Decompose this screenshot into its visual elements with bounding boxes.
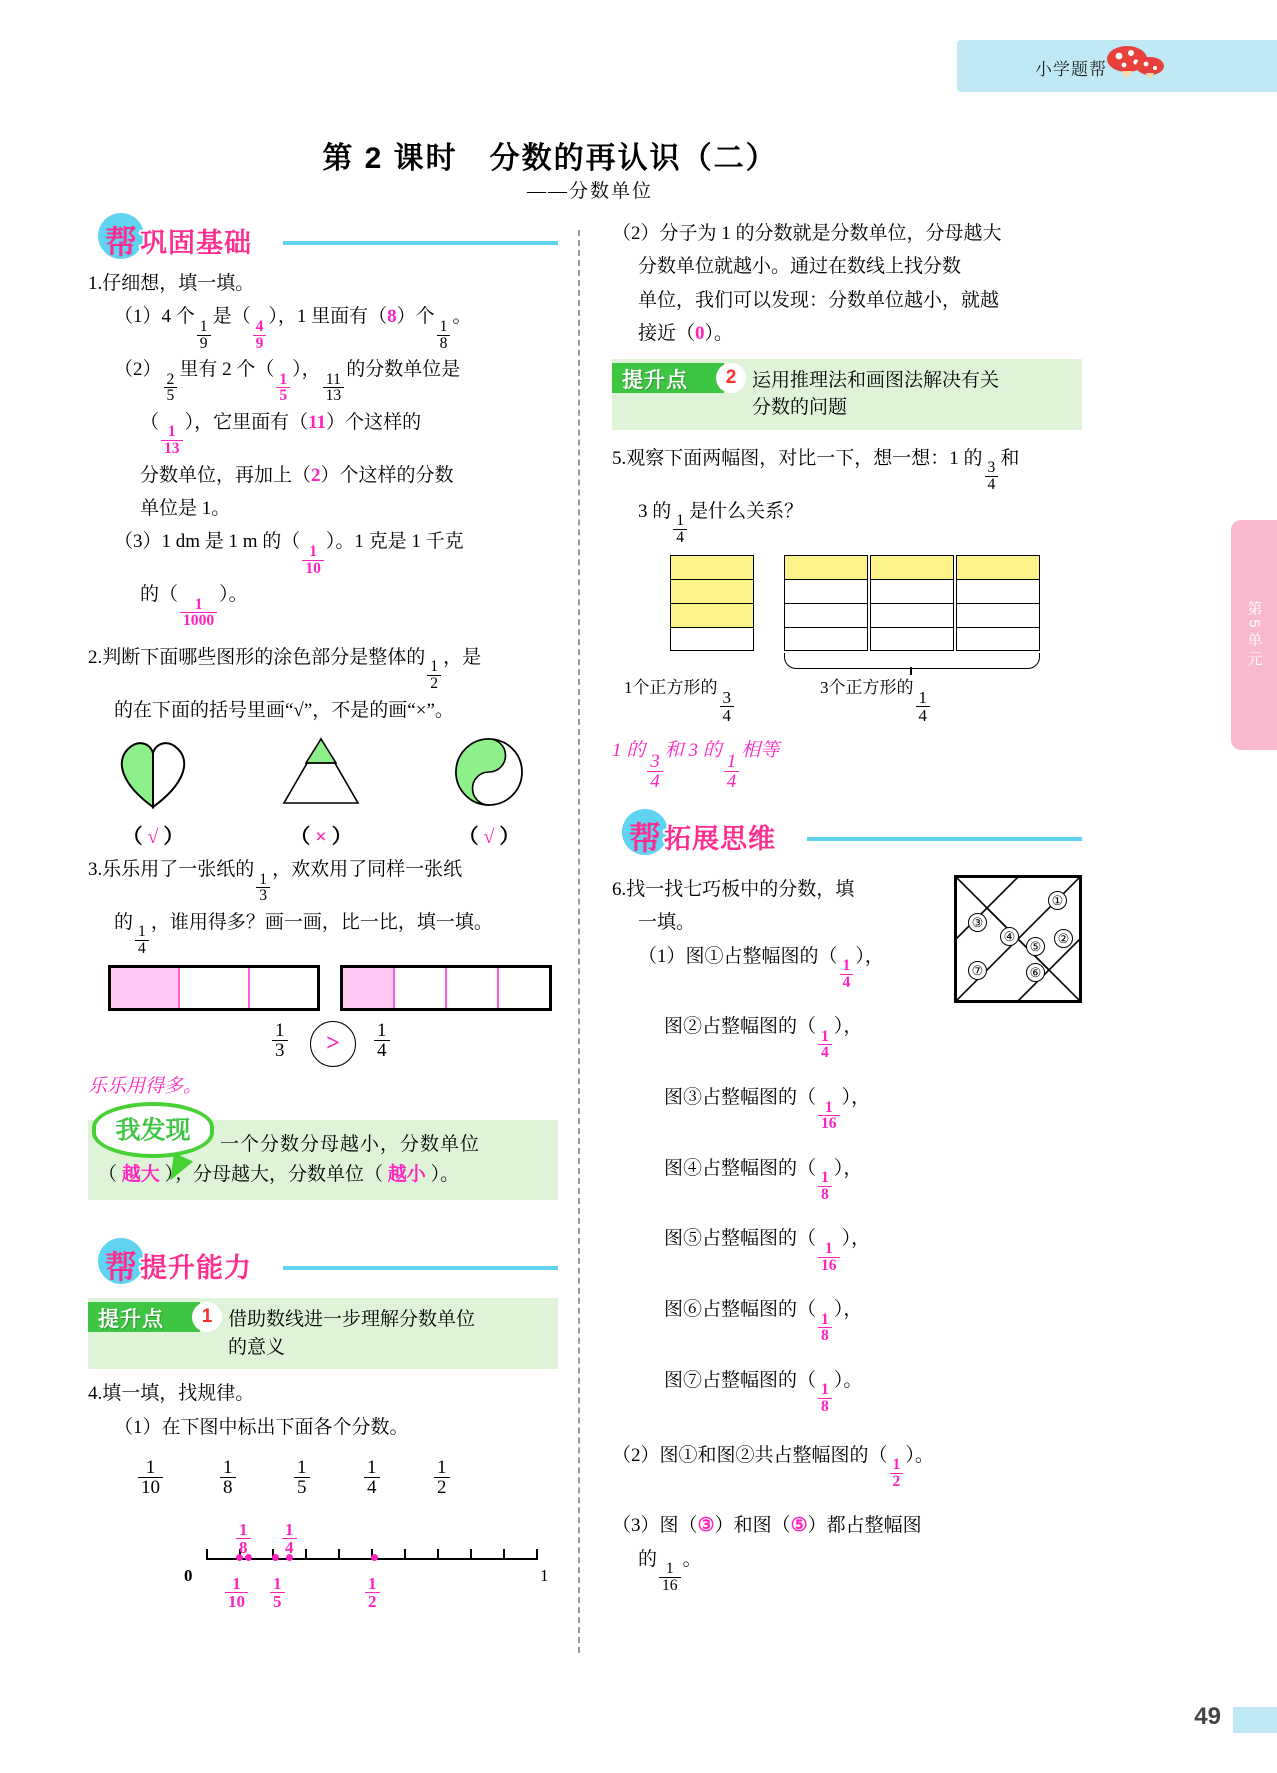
- discovery-answer-1[interactable]: 越大: [121, 1163, 160, 1185]
- square-row: [957, 628, 1039, 652]
- square-row: [785, 604, 867, 628]
- q2-fraction: $\frac{1}{2}$: [427, 659, 441, 691]
- q6-item-label: 图②占整幅图的（: [664, 1016, 817, 1038]
- q4-label-frac-5: [432, 1446, 452, 1496]
- q1-p2-answer-4[interactable]: 2: [311, 464, 321, 486]
- q2-mark-2[interactable]: [266, 820, 376, 849]
- square-row: [671, 580, 753, 604]
- q5-group-brace: [784, 653, 1040, 669]
- q6-sub3-fraction: $\frac{1}{16}$: [659, 1561, 681, 1593]
- brand-label: 小学题帮: [1035, 60, 1107, 79]
- tangram-number-6: ⑥: [1026, 963, 1045, 982]
- q6-sub2-tail: ）。: [905, 1444, 934, 1466]
- tip-number-2: 2: [716, 363, 746, 393]
- q1-part3-line1: [88, 527, 558, 576]
- page-title: 第 2 课时 分数的再认识（二）: [322, 142, 778, 175]
- q2-mark-1[interactable]: [98, 820, 208, 849]
- q1-p2-text-b: 里有 2 个（: [179, 359, 275, 381]
- section-header-basics: [88, 215, 558, 263]
- discovery-answer-2[interactable]: 越小: [387, 1163, 426, 1185]
- q6-stem-line1: 6.找一找七巧板中的分数，填: [612, 878, 855, 900]
- q4-mark-above-1[interactable]: [234, 1510, 253, 1555]
- q1-p3-text-c: 的（: [140, 584, 179, 606]
- q1-p2-answer-2[interactable]: $\frac{1}{13}$: [161, 424, 183, 456]
- q6-item-4: [612, 1154, 1082, 1203]
- square-row: [785, 556, 867, 580]
- frac: $\frac{1}{4}$: [364, 1458, 380, 1497]
- q6-sub3-text-c: ）都占整幅图: [807, 1515, 922, 1537]
- q6-sub3-text-a: （3）图（: [612, 1515, 698, 1537]
- square-row: [671, 556, 753, 580]
- q5-caption-left-text: 1个正方形的: [624, 678, 718, 698]
- q4b-text-d: 接近（: [638, 323, 696, 345]
- q6-item-tail: ），: [841, 1087, 871, 1109]
- q6-item-tail: ），: [841, 1228, 871, 1250]
- q4-mark-above-2[interactable]: [280, 1510, 299, 1555]
- q1-p2-text-d: 的分数单位是: [346, 359, 461, 381]
- axis-tick: [470, 1549, 472, 1560]
- q3-bar-diagrams: [88, 965, 558, 1017]
- q6-item-label: 图⑦占整幅图的（: [664, 1369, 817, 1391]
- q5-answer-text-c: 相等: [741, 740, 780, 762]
- q6-sub2: [612, 1441, 1082, 1490]
- q4-label-frac-3: [292, 1446, 312, 1496]
- q6-sub3-answer-2[interactable]: ⑤: [790, 1515, 808, 1537]
- q1-part2-line1: [88, 355, 558, 404]
- heart-icon: [110, 733, 196, 811]
- paren-open-2: （: [290, 826, 311, 849]
- q1-part1: [88, 302, 558, 351]
- tip-text-1-line2: 的意义: [228, 1336, 286, 1358]
- q4-mark-below-3[interactable]: [363, 1564, 382, 1609]
- q4-label-frac-1: [136, 1446, 165, 1496]
- square-row: [871, 556, 953, 580]
- q1-p1-text-e: 。: [452, 306, 472, 328]
- q1-p2-text-a: （2）: [114, 359, 162, 381]
- q6-item-tail: ），: [833, 1157, 863, 1179]
- q3-stem-line1: [88, 855, 558, 904]
- q6-sub2-text: （2）图①和图②共占整幅图的（: [612, 1444, 888, 1466]
- q6-stem-line2: 一填。: [638, 912, 696, 934]
- square-row: [871, 604, 953, 628]
- q3-stem-line2: [88, 908, 558, 957]
- frac: $\frac{1}{10}$: [225, 1575, 248, 1610]
- q1-p2-text-i: ）个这样的分数: [320, 464, 454, 486]
- q1-part2-line2: [88, 408, 558, 457]
- bar-cell: [447, 968, 499, 1008]
- q1-part3-line2: [88, 580, 558, 629]
- axis-tick: [338, 1549, 340, 1560]
- q3-left-fraction: 1 3: [272, 1021, 288, 1060]
- triangle-icon: [276, 733, 366, 811]
- q4-mark-below-1[interactable]: [223, 1564, 250, 1609]
- q4b-text-e: ）。: [704, 323, 734, 345]
- q1-p2-text-g: ）个这样的: [326, 411, 422, 433]
- bar-cell: [180, 968, 249, 1008]
- q4-label-frac-2: [218, 1446, 238, 1496]
- discovery-bubble-tail: [170, 1152, 194, 1183]
- discovery-bubble: [92, 1102, 214, 1158]
- q1-p2-answer-1[interactable]: $\frac{1}{5}$: [276, 372, 290, 404]
- unit-side-tab: [1231, 520, 1277, 750]
- q1-part2-line4: 单位是 1。: [140, 498, 231, 520]
- section-header-extend: [612, 811, 1082, 859]
- q3-handwritten-answer: 乐乐用得多。: [88, 1075, 203, 1097]
- q2-mark-3[interactable]: [434, 820, 544, 849]
- q3-bar-right: [340, 965, 552, 1011]
- q6-sub2-answer[interactable]: $\frac{1}{2}$: [890, 1457, 904, 1489]
- q1-p2-text-c: ），: [292, 359, 321, 381]
- square-row: [957, 556, 1039, 580]
- q1-p2-fraction-1: $\frac{2}{5}$: [164, 372, 178, 404]
- q1-p3-answer-2[interactable]: $\frac{1}{1000}$: [180, 597, 217, 629]
- q3-text-d: ，谁用得多？画一画，比一比，填一填。: [150, 911, 493, 933]
- yinyang-circle-icon: [446, 733, 532, 811]
- q6-sub3-text-b: ）和图（: [714, 1515, 791, 1537]
- q6-item-2: [612, 1012, 1082, 1061]
- bang-char: 帮: [105, 224, 138, 260]
- bar-cell: [250, 968, 317, 1008]
- tangram-number-4: ④: [1000, 927, 1019, 946]
- q1-part2-line3: [88, 461, 558, 490]
- q6-item-3: [612, 1083, 1082, 1132]
- q5-text-a: 5.观察下面两幅图，对比一下，想一想：1 的: [612, 447, 983, 469]
- axis-tick: [437, 1549, 439, 1560]
- q4b-line-d: [612, 319, 1082, 348]
- q5-fraction-2: $\frac{1}{4}$: [673, 513, 687, 545]
- q1-stem: 1.仔细想，填一填。: [88, 273, 255, 294]
- q1-p3-answer-1[interactable]: $\frac{1}{10}$: [302, 544, 324, 576]
- q5-answer-text-a: 1 的: [612, 740, 646, 762]
- section-rule: [283, 241, 558, 245]
- tip-box-2: [612, 359, 1082, 430]
- q5-text-d: 是什么关系？: [689, 500, 804, 522]
- q6-item-answer[interactable]: $\frac{1}{4}$: [818, 1029, 832, 1061]
- q4-mark-below-2[interactable]: [268, 1564, 287, 1609]
- q5-answer-frac-2: $\frac{1}{4}$: [724, 752, 740, 791]
- q6-item-tail: ），: [833, 1016, 863, 1038]
- q4-axis-start: 0: [184, 1566, 193, 1586]
- frac: $\frac{1}{10}$: [138, 1458, 163, 1497]
- q6-sub3-line1: [612, 1511, 1082, 1540]
- q5-caption-right: [820, 673, 932, 723]
- q1-p3-text-a: （3）1 dm 是 1 m 的（: [114, 531, 301, 553]
- frac: $\frac{1}{5}$: [294, 1458, 310, 1497]
- tangram-number-5: ⑤: [1026, 937, 1045, 956]
- square-row: [957, 604, 1039, 628]
- frac: $\frac{1}{4}$: [282, 1521, 297, 1556]
- q4b-line-b: 分数单位就越小。通过在数线上找分数: [638, 256, 962, 278]
- column-divider: [578, 230, 580, 1653]
- paren-close: ）: [163, 826, 184, 849]
- q1-p2-text-h: 分数单位，再加上（: [140, 464, 312, 486]
- square-row: [957, 580, 1039, 604]
- tangram-number-2: ②: [1054, 929, 1073, 948]
- discovery-line1: 一个分数分母越小，分数单位: [220, 1133, 481, 1155]
- q2-shape-1: [98, 733, 208, 849]
- q5-text-c: 3 的: [638, 500, 672, 522]
- discovery-box: [88, 1116, 558, 1201]
- tangram-number-3: ③: [968, 913, 987, 932]
- axis-tick: [305, 1549, 307, 1560]
- q6-sub3-text-e: 。: [682, 1548, 702, 1570]
- discovery-line2: [98, 1160, 548, 1190]
- square-row: [785, 580, 867, 604]
- q1-p2-answer-3[interactable]: 11: [308, 411, 327, 433]
- page-number: 49: [1194, 1703, 1221, 1730]
- q6-item-answer[interactable]: $\frac{1}{8}$: [818, 1382, 832, 1414]
- q6-item-tail: ），: [833, 1299, 863, 1321]
- frac: $\frac{1}{2}$: [434, 1458, 450, 1497]
- q6-block: [612, 875, 1082, 1594]
- q6-sub3-answer-1[interactable]: ③: [697, 1515, 715, 1537]
- q4-axis-end: 1: [540, 1566, 549, 1586]
- discovery-tail: ）。: [430, 1163, 460, 1185]
- tangram-number-7: ⑦: [968, 961, 987, 980]
- q5-square-figures: [612, 555, 1082, 725]
- bar-cell: [395, 968, 447, 1008]
- q2-text-b: ，是: [443, 646, 482, 668]
- q4-sub1: （1）在下图中标出下面各个分数。: [114, 1416, 409, 1438]
- q5-handwritten-answer: [612, 735, 1082, 790]
- tip-text-1-line1: 借助数线进一步理解分数单位: [228, 1309, 476, 1331]
- tip-text-2-line2: 分数的问题: [752, 397, 848, 419]
- square-row: [671, 604, 753, 628]
- q4b-line-c: 单位，我们可以发现：分数单位越小，就越: [638, 289, 1000, 311]
- check-mark-2: √: [483, 826, 495, 849]
- discovery-badge: 我发现: [115, 1116, 191, 1145]
- bang-char-2: 帮: [105, 1249, 138, 1286]
- q1-p3-text-b: ）。1 克是 1 千克: [325, 531, 464, 553]
- q2-shape-2: [266, 733, 376, 849]
- bar-cell: [343, 968, 395, 1008]
- q5-stem-line1: [612, 444, 1082, 493]
- bar-cell: [499, 968, 549, 1008]
- q6-item-answer[interactable]: $\frac{1}{16}$: [818, 1241, 840, 1273]
- q5-square-group-2: [870, 555, 954, 651]
- q3-fraction-2: $\frac{1}{4}$: [135, 924, 149, 956]
- q5-text-b: 和: [1000, 447, 1020, 469]
- section-rule-3: [807, 837, 1082, 841]
- q4b-answer[interactable]: 0: [695, 323, 705, 345]
- q5-caption-left: [624, 673, 736, 723]
- tip-flag-2: 提升点: [612, 363, 724, 393]
- q1-p3-text-d: ）。: [219, 584, 248, 606]
- q5-fraction-1: $\frac{3}{4}$: [985, 460, 999, 492]
- q6-item-7: [612, 1366, 1082, 1415]
- q6-item-5: [612, 1224, 1082, 1273]
- tip-flag-1: 提升点: [88, 1302, 200, 1332]
- left-column: [88, 215, 558, 1636]
- square-row: [871, 580, 953, 604]
- q5-caption-left-frac: $\frac{3}{4}$: [720, 689, 735, 724]
- q5-caption-right-frac: $\frac{1}{4}$: [916, 689, 931, 724]
- q6-item-tail: ），: [855, 945, 884, 967]
- discovery-paren: （: [98, 1163, 118, 1185]
- q5-answer-frac-1: $\frac{3}{4}$: [647, 752, 663, 791]
- q1-p2-fraction-2: $\frac{11}{13}$: [323, 372, 345, 404]
- q2-shapes-row: [88, 733, 558, 851]
- q1-p1-text-c: ），1 里面有（: [268, 306, 388, 328]
- bang-char-3: 帮: [629, 819, 662, 856]
- check-mark: √: [147, 826, 159, 849]
- q1-p1-answer-2[interactable]: 8: [387, 306, 397, 328]
- q1-p1-fraction-2: $\frac{1}{8}$: [437, 319, 451, 351]
- q3-compare-symbol: >: [326, 1030, 340, 1056]
- square-row: [785, 628, 867, 652]
- q6-item-answer[interactable]: $\frac{1}{16}$: [818, 1100, 840, 1132]
- tangram-number-1: ①: [1048, 891, 1067, 910]
- q2-stem-line1: [88, 643, 558, 692]
- q5-square-group-1: [784, 555, 868, 651]
- q6-item-6: [612, 1295, 1082, 1344]
- q3-text-c: 的: [114, 911, 134, 933]
- frac: $\frac{1}{5}$: [270, 1575, 285, 1610]
- square-row: [871, 628, 953, 652]
- q3-right-fraction: 1 4: [374, 1021, 390, 1060]
- axis-tick: [536, 1549, 538, 1560]
- q6-item-answer[interactable]: $\frac{1}{8}$: [818, 1170, 832, 1202]
- q1-p1-text-d: ）个: [396, 306, 435, 328]
- section-header-ability: [88, 1240, 558, 1288]
- tangram-figure: [954, 875, 1082, 1003]
- square-row: [671, 628, 753, 652]
- q4b-line-a: （2）分子为 1 的分数就是分数单位，分母越大: [612, 223, 1002, 244]
- tip-text-2-line1: 运用推理法和画图法解决有关: [752, 369, 1000, 391]
- discovery-mid: ）；分母越大，分数单位（: [164, 1163, 384, 1185]
- q6-item-label: 图⑥占整幅图的（: [664, 1299, 817, 1321]
- q6-item-label: 图④占整幅图的（: [664, 1157, 817, 1179]
- q2-stem-line2: 的在下面的括号里画“√”，不是的画“×”。: [114, 699, 454, 721]
- frac: $\frac{1}{8}$: [220, 1458, 236, 1497]
- paren-open: （: [122, 826, 143, 849]
- section-label-2: 提升能力: [140, 1253, 252, 1284]
- mushroom-icon: [1105, 44, 1167, 90]
- q1-p2-text-f: ），它里面有（: [184, 411, 309, 433]
- tip-number-1: 1: [192, 1302, 222, 1332]
- q3-fraction-1: $\frac{1}{3}$: [256, 872, 270, 904]
- q1-p2-text-e: （: [140, 411, 160, 433]
- paren-close-2: ）: [331, 826, 352, 849]
- page-number-bar: [1233, 1707, 1277, 1733]
- q3-text-b: ，欢欢用了同样一张纸: [272, 859, 463, 881]
- q1-p1-answer-1[interactable]: $\frac{4}{9}$: [253, 319, 267, 351]
- q6-item-label: （1）图①占整幅图的（: [638, 945, 838, 967]
- axis-tick: [404, 1549, 406, 1560]
- unit-side-tab-label: 第5单元: [1245, 600, 1263, 670]
- q6-item-answer[interactable]: $\frac{1}{8}$: [818, 1312, 832, 1344]
- bar-cell: [111, 968, 180, 1008]
- q3-compare-row: [88, 1017, 558, 1077]
- q6-sub3-line2: [612, 1545, 1082, 1594]
- q2-text-a: 2.判断下面哪些图形的涂色部分是整体的: [88, 646, 426, 668]
- frac: $\frac{1}{2}$: [365, 1575, 380, 1610]
- q6-item-label: 图⑤占整幅图的（: [664, 1228, 817, 1250]
- q1-p1-text-b: 是（: [212, 306, 251, 328]
- q5-square-group-3: [956, 555, 1040, 651]
- q2-shape-3: [434, 733, 544, 849]
- q5-square-single: [670, 555, 754, 651]
- paren-open-3: （: [458, 826, 479, 849]
- section-rule-2: [283, 1266, 558, 1270]
- q3-bar-left: [108, 965, 320, 1011]
- page-subtitle: ——分数单位: [526, 181, 653, 202]
- q6-item-label: 图③占整幅图的（: [664, 1087, 817, 1109]
- section-label: 巩固基础: [140, 228, 252, 258]
- q5-caption-right-text: 3个正方形的: [820, 678, 914, 698]
- section-label-3: 拓展思维: [664, 823, 776, 854]
- q5-answer-text-b: 和 3 的: [664, 740, 722, 762]
- cross-mark: ×: [315, 826, 327, 849]
- q1-p1-fraction: $\frac{1}{9}$: [197, 319, 211, 351]
- q3-text-a: 3.乐乐用了一张纸的: [88, 859, 255, 881]
- axis-tick: [206, 1549, 208, 1560]
- q1-p1-text-a: （1）4 个: [114, 306, 195, 328]
- q3-compare-circle[interactable]: [310, 1021, 356, 1067]
- q4-number-line-figure: [88, 1446, 558, 1636]
- q5-stem-line2: [612, 497, 1082, 546]
- axis-tick: [503, 1549, 505, 1560]
- right-column: [612, 215, 1082, 1596]
- tip-box-1: [88, 1298, 558, 1369]
- q6-item-answer[interactable]: $\frac{1}{4}$: [840, 958, 854, 990]
- q6-item-tail: ）。: [833, 1369, 863, 1391]
- q4-stem: 4.填一填，找规律。: [88, 1383, 255, 1405]
- q6-sub3-text-d: 的: [638, 1548, 658, 1570]
- paren-close-3: ）: [499, 826, 520, 849]
- frac: $\frac{1}{8}$: [236, 1521, 251, 1556]
- q4-label-frac-4: [362, 1446, 382, 1496]
